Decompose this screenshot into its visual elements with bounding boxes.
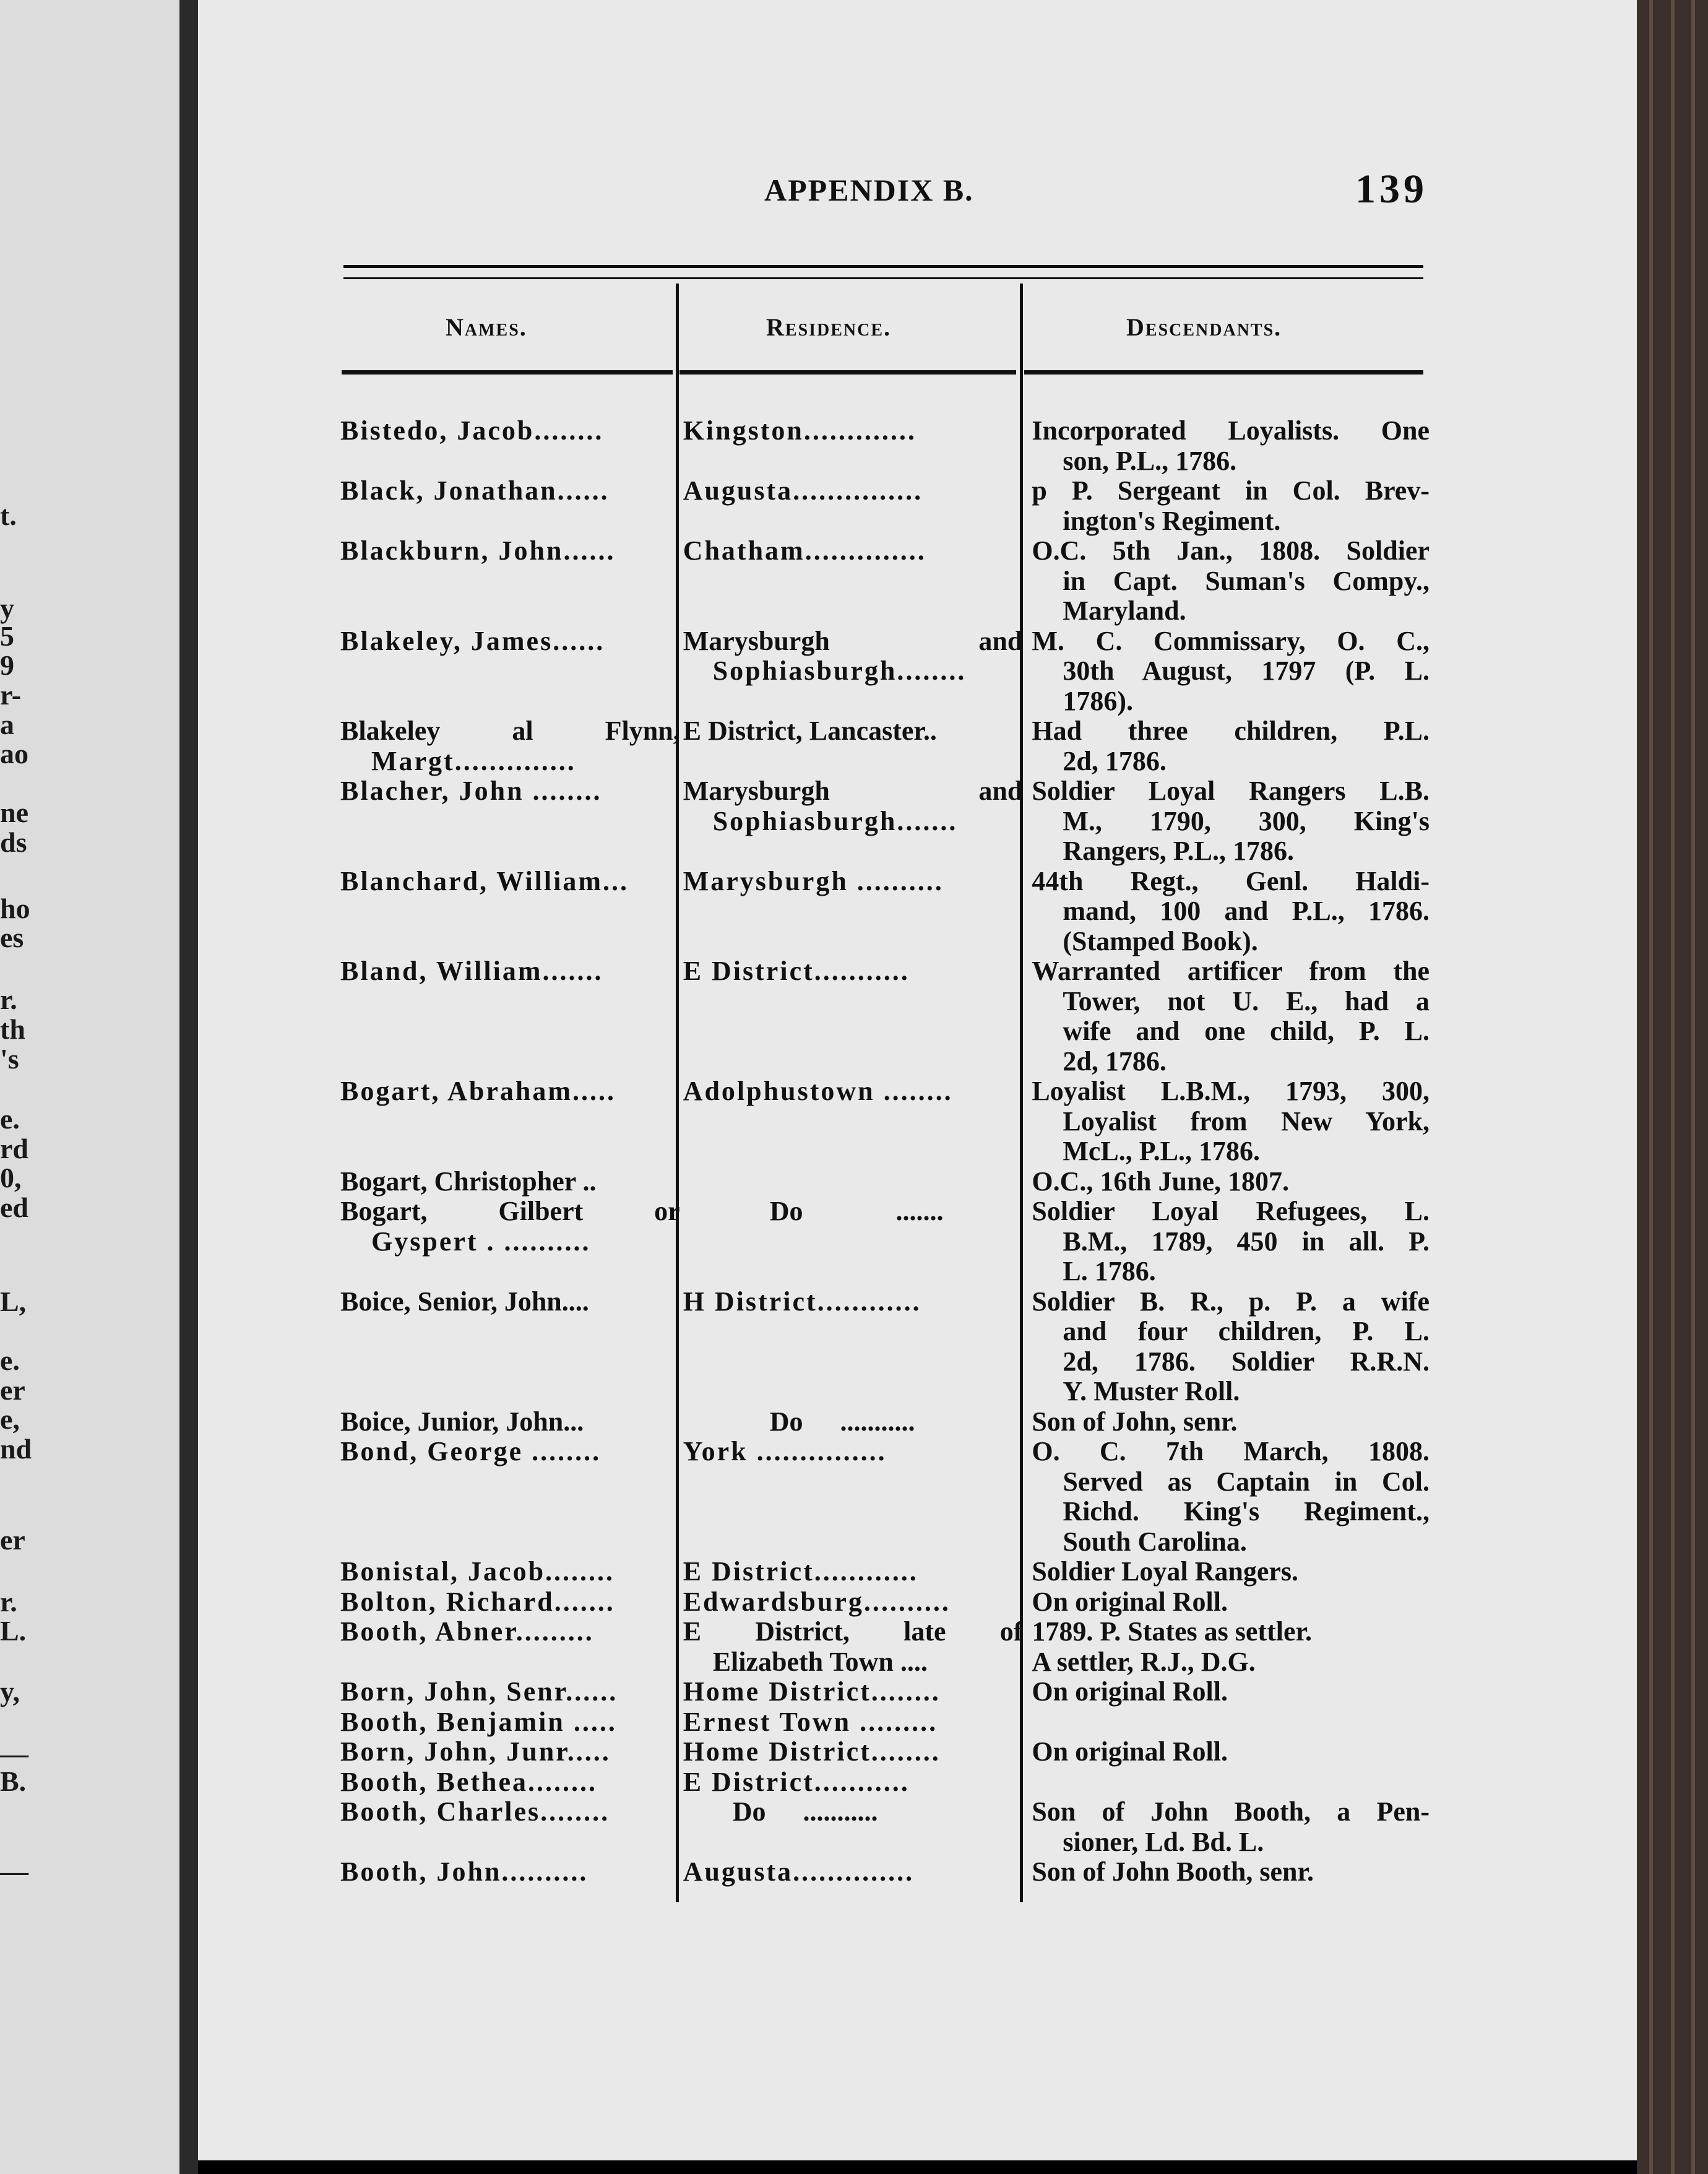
- margin-fragment: nd: [0, 1433, 32, 1465]
- margin-fragment: —: [0, 1855, 28, 1887]
- descendants-cell: O.C. 5th Jan., 1808. Soldier in Capt. Suman's Compy., Maryland.: [1032, 535, 1430, 626]
- descendants-cell: Son of John, senr.: [1032, 1406, 1238, 1437]
- margin-fragment: B.: [0, 1765, 27, 1797]
- residence-cell: [680, 1167, 1023, 1197]
- table-row: [340, 1617, 1430, 1677]
- descendants-cell: 1789. P. States as settler. A settler, R.J., D.G.: [1032, 1616, 1312, 1677]
- table-row: [340, 1437, 1430, 1557]
- margin-fragment: a: [0, 709, 14, 740]
- residence-cell: Chatham..............: [683, 535, 926, 566]
- name-cell: Blacher, John ........: [340, 776, 602, 806]
- table-row: [340, 1197, 1430, 1287]
- table-row: [340, 536, 1430, 626]
- margin-fragment: e.: [0, 1103, 20, 1135]
- margin-fragment: 's: [0, 1043, 19, 1075]
- page-header: APPENDIX B.: [764, 173, 974, 207]
- residence-cell: Do .......: [769, 1196, 944, 1226]
- residence-cell: Do ...........: [769, 1406, 915, 1437]
- margin-fragment: th: [0, 1013, 25, 1045]
- margin-fragment: —: [0, 1738, 28, 1769]
- descendants-cell: Soldier Loyal Rangers.: [1032, 1556, 1299, 1587]
- margin-fragment: ed: [0, 1192, 28, 1223]
- margin-fragment: er: [0, 1374, 25, 1406]
- loyalist-table: [340, 416, 1430, 1887]
- page-number: 139: [1355, 167, 1428, 212]
- margin-fragment: e,: [0, 1403, 20, 1435]
- margin-fragment: t.: [0, 500, 17, 531]
- book-gutter: [179, 0, 198, 2174]
- residence-cell: Do ...........: [732, 1796, 878, 1827]
- column-header-descendants: Descendants.: [1126, 313, 1282, 341]
- name-cell: Bond, George ........: [340, 1436, 602, 1466]
- descendants-cell: p P. Sergeant in Col. Brev- ington's Regiment.: [1032, 475, 1430, 536]
- name-cell: Blakeley, James......: [340, 625, 605, 656]
- table-row: [340, 1587, 1430, 1618]
- column-header-residence: Residence.: [766, 313, 892, 341]
- margin-fragment: rd: [0, 1133, 28, 1164]
- margin-fragment: ho: [0, 893, 30, 924]
- residence-cell: Home District........: [683, 1736, 941, 1767]
- descendants-cell: Soldier Loyal Refugees, L. B.M., 1789, 450 in all. P. L. 1786.: [1032, 1196, 1430, 1286]
- residence-cell: H District............: [683, 1286, 921, 1317]
- margin-fragment: ao: [0, 738, 28, 769]
- table-row: [340, 716, 1430, 776]
- table-row: [340, 626, 1430, 717]
- table-row: [340, 1407, 1430, 1437]
- descendants-cell: On original Roll.: [1032, 1676, 1228, 1707]
- header-rule-bottom: [343, 277, 1423, 279]
- table-row: [340, 867, 1430, 957]
- descendants-cell: O. C. 7th March, 1808. Served as Captain in Col. Richd. King's Regiment., South Carolina.: [1032, 1436, 1430, 1557]
- descendants-cell: [1022, 1767, 1430, 1798]
- name-cell: Bland, William.......: [340, 956, 603, 986]
- residence-cell: Marysburgh ..........: [683, 865, 944, 896]
- descendants-cell: O.C., 16th June, 1807.: [1032, 1166, 1289, 1197]
- book-edge: [1637, 0, 1708, 2174]
- margin-fragment: ne: [0, 797, 28, 828]
- table-row: [340, 1557, 1430, 1587]
- descendants-cell: Son of John Booth, senr.: [1032, 1856, 1314, 1887]
- descendants-cell: Soldier B. R., p. P. a wife and four children, P. L. 2d, 1786. Soldier R.R.N. Y. Muster Roll.: [1032, 1286, 1430, 1406]
- table-row: [340, 1797, 1430, 1857]
- name-cell: Born, John, Senr......: [340, 1676, 618, 1707]
- name-cell: Bogart, Christopher ..: [340, 1166, 597, 1197]
- adjacent-page-edge: [0, 0, 179, 2174]
- margin-fragment: e.: [0, 1345, 20, 1376]
- margin-fragment: er: [0, 1524, 25, 1556]
- residence-cell: E District...........: [683, 1766, 910, 1797]
- table-row: [340, 1707, 1430, 1738]
- residence-cell: Kingston.............: [683, 415, 917, 446]
- document-page: [198, 0, 1637, 2160]
- margin-fragment: r.: [0, 984, 17, 1015]
- descendants-cell: M. C. Commissary, O. C., 30th August, 1797 (P. L. 1786).: [1032, 625, 1430, 716]
- residence-cell: Marysburgh and Sophiasburgh........: [683, 625, 1023, 686]
- name-cell: Blanchard, William...: [340, 865, 629, 896]
- table-row: [340, 1857, 1430, 1887]
- descendants-cell: On original Roll.: [1032, 1586, 1228, 1617]
- name-cell: Booth, Benjamin .....: [340, 1706, 617, 1737]
- residence-cell: E District...........: [683, 956, 910, 986]
- descendants-cell: Soldier Loyal Rangers L.B. M., 1790, 300, King's Rangers, P.L., 1786.: [1032, 776, 1430, 866]
- residence-cell: York ...............: [683, 1436, 887, 1466]
- name-cell: Booth, Abner.........: [340, 1616, 594, 1647]
- residence-cell: Ernest Town .........: [683, 1706, 938, 1737]
- descendants-cell: [1022, 1707, 1430, 1738]
- residence-cell: Adolphustown ........: [683, 1076, 953, 1106]
- name-cell: Bogart, Gilbert or Gyspert . ..........: [340, 1196, 680, 1257]
- residence-cell: E District, Lancaster..: [683, 716, 937, 746]
- margin-fragment: L.: [0, 1615, 27, 1647]
- name-cell: Black, Jonathan......: [340, 475, 610, 506]
- table-row: [340, 476, 1430, 536]
- name-cell: Bogart, Abraham.....: [340, 1076, 616, 1106]
- margin-fragment: L,: [0, 1286, 27, 1317]
- descendants-cell: Loyalist L.B.M., 1793, 300, Loyalist from New York, McL., P.L., 1786.: [1032, 1076, 1430, 1166]
- name-cell: Booth, John..........: [340, 1856, 589, 1887]
- descendants-cell: On original Roll.: [1032, 1736, 1228, 1767]
- residence-cell: E District, late of Elizabeth Town ....: [683, 1616, 1023, 1677]
- name-cell: Blackburn, John......: [340, 535, 616, 566]
- header-rule-top: [343, 265, 1423, 268]
- margin-fragment: r.: [0, 1586, 17, 1618]
- table-row: [340, 956, 1430, 1076]
- header-underline: [1024, 370, 1423, 375]
- residence-cell: Marysburgh and Sophiasburgh.......: [683, 776, 1023, 836]
- margin-fragment: y,: [0, 1676, 20, 1707]
- column-header-names: Names.: [446, 313, 527, 341]
- descendants-cell: Son of John Booth, a Pen- sioner, Ld. Bd. L.: [1032, 1796, 1430, 1857]
- name-cell: Boice, Junior, John...: [340, 1406, 584, 1437]
- margin-fragment: r-: [0, 679, 22, 711]
- margin-fragment: ds: [0, 826, 27, 858]
- table-row: [340, 1076, 1430, 1167]
- name-cell: Blakeley al Flynn, Margt..............: [340, 716, 680, 776]
- name-cell: Born, John, Junr.....: [340, 1736, 611, 1767]
- table-row: [340, 416, 1430, 476]
- name-cell: Bistedo, Jacob........: [340, 415, 604, 446]
- descendants-cell: 44th Regt., Genl. Haldi- mand, 100 and P.L., 1786. (Stamped Book).: [1032, 865, 1430, 956]
- name-cell: Boice, Senior, John....: [340, 1286, 589, 1317]
- header-underline: [679, 370, 1016, 375]
- table-row: [340, 776, 1430, 867]
- margin-fragment: 0,: [0, 1162, 22, 1193]
- header-underline: [342, 370, 673, 375]
- descendants-cell: Warranted artificer from the Tower, not U. E., had a wife and one child, P. L. 2d, 1786.: [1032, 956, 1430, 1076]
- table-row: [340, 1677, 1430, 1707]
- name-cell: Booth, Bethea........: [340, 1766, 597, 1797]
- residence-cell: Edwardsburg..........: [683, 1586, 951, 1617]
- table-row: [340, 1737, 1430, 1767]
- name-cell: Bonistal, Jacob........: [340, 1556, 615, 1587]
- descendants-cell: Had three children, P.L. 2d, 1786.: [1032, 716, 1430, 776]
- name-cell: Booth, Charles........: [340, 1796, 610, 1827]
- margin-fragment: y: [0, 592, 14, 624]
- margin-fragment: 9: [0, 649, 14, 681]
- residence-cell: Augusta...............: [683, 475, 923, 506]
- name-cell: Bolton, Richard.......: [340, 1586, 615, 1617]
- residence-cell: Augusta..............: [683, 1856, 915, 1887]
- descendants-cell: Incorporated Loyalists. One son, P.L., 1786.: [1032, 415, 1430, 476]
- table-row: [340, 1167, 1430, 1197]
- table-row: [340, 1767, 1430, 1798]
- margin-fragment: 5: [0, 620, 14, 652]
- residence-cell: E District............: [683, 1556, 918, 1587]
- margin-fragment: es: [0, 922, 24, 953]
- table-row: [340, 1287, 1430, 1407]
- residence-cell: Home District........: [683, 1676, 941, 1707]
